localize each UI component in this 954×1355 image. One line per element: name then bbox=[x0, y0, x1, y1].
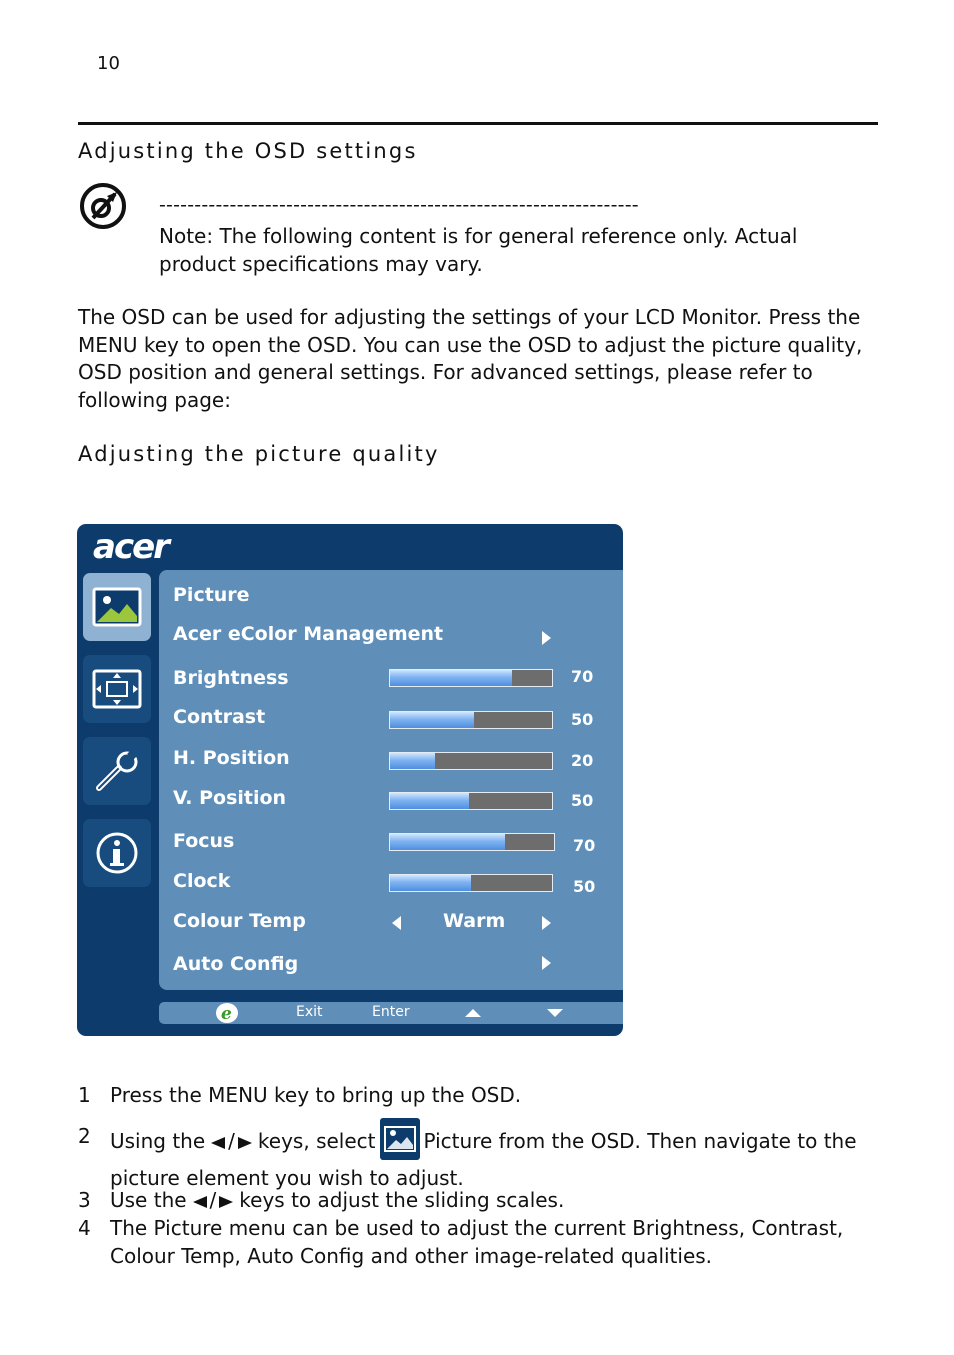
menu-item-h-position[interactable]: H. Position bbox=[173, 747, 290, 769]
step-text-after: Picture from the OSD. Then navigate to the picture element you wish to adjust. bbox=[110, 1129, 857, 1190]
slider-fill bbox=[390, 834, 505, 850]
intro-paragraph: The OSD can be used for adjusting the settings of your LCD Monitor. Press the MENU key to open the OSD. You can use the OSD to adjust the picture quality, OSD position and general settings. For advanced settings, please refer to following page: bbox=[78, 305, 863, 412]
menu-item-focus[interactable]: Focus bbox=[173, 830, 235, 852]
focus-value: 70 bbox=[573, 836, 596, 855]
note-divider: -------------------------------------------------------------------- bbox=[159, 194, 639, 216]
step-number: 3 bbox=[78, 1188, 91, 1212]
step-text-mid: keys, select bbox=[257, 1129, 376, 1153]
tab-position[interactable] bbox=[83, 655, 151, 723]
exit-label[interactable]: Exit bbox=[296, 1004, 323, 1020]
right-arrow-icon bbox=[219, 1196, 233, 1208]
slider-fill bbox=[390, 793, 469, 809]
down-arrow-icon[interactable] bbox=[547, 1009, 563, 1017]
menu-item-auto-config[interactable]: Auto Config bbox=[173, 953, 299, 975]
page-number: 10 bbox=[97, 53, 120, 74]
left-arrow-icon bbox=[211, 1137, 225, 1149]
brightness-value: 70 bbox=[571, 667, 594, 686]
step-3 bbox=[78, 1187, 878, 1215]
h-position-slider[interactable] bbox=[389, 752, 553, 770]
subsection-heading: Adjusting the picture quality bbox=[78, 442, 440, 466]
clock-slider[interactable] bbox=[389, 874, 553, 892]
tab-picture[interactable] bbox=[83, 573, 151, 641]
picture-settings-panel bbox=[159, 570, 623, 990]
up-arrow-icon[interactable] bbox=[465, 1009, 481, 1017]
tab-settings[interactable] bbox=[83, 737, 151, 805]
chevron-right-icon[interactable] bbox=[542, 916, 551, 930]
slash: / bbox=[228, 1129, 235, 1153]
menu-item-clock[interactable]: Clock bbox=[173, 870, 231, 892]
slash: / bbox=[209, 1188, 217, 1212]
tab-information[interactable] bbox=[83, 819, 151, 887]
heading-rule bbox=[78, 122, 878, 125]
menu-title: Picture bbox=[173, 584, 250, 606]
contrast-value: 50 bbox=[571, 710, 594, 729]
menu-item-brightness[interactable]: Brightness bbox=[173, 667, 289, 689]
menu-item-contrast[interactable]: Contrast bbox=[173, 706, 266, 728]
step-text-after: keys to adjust the sliding scales. bbox=[239, 1188, 565, 1212]
chevron-left-icon[interactable] bbox=[392, 916, 401, 930]
slider-fill bbox=[390, 753, 435, 769]
picture-icon bbox=[380, 1118, 420, 1160]
step-text: Press the MENU key to bring up the OSD. bbox=[110, 1083, 522, 1107]
picture-icon bbox=[91, 586, 143, 628]
enter-label[interactable]: Enter bbox=[372, 1004, 410, 1020]
step-number: 4 bbox=[78, 1216, 91, 1240]
colour-temp-value: Warm bbox=[443, 910, 506, 932]
v-position-slider[interactable] bbox=[389, 792, 553, 810]
chevron-right-icon bbox=[542, 956, 551, 970]
slider-fill bbox=[390, 712, 474, 728]
note-icon bbox=[79, 182, 127, 230]
h-position-value: 20 bbox=[571, 751, 594, 770]
contrast-slider[interactable] bbox=[389, 711, 553, 729]
chevron-right-icon bbox=[542, 631, 551, 645]
e-key-icon[interactable] bbox=[215, 1002, 239, 1024]
step-number: 1 bbox=[78, 1083, 91, 1107]
step-2 bbox=[78, 1123, 878, 1190]
position-icon bbox=[91, 668, 143, 710]
right-arrow-icon bbox=[238, 1137, 252, 1149]
clock-value: 50 bbox=[573, 877, 596, 896]
note-text: Note: The following content is for general reference only. Actual product specifications may vary. bbox=[159, 224, 798, 276]
slider-fill bbox=[390, 670, 512, 686]
slider-fill bbox=[390, 875, 471, 891]
step-text-before: Using the bbox=[110, 1129, 206, 1153]
svg-text:acer: acer bbox=[93, 530, 168, 564]
osd-menu bbox=[77, 524, 623, 1036]
step-text: The Picture menu can be used to adjust the current Brightness, Contrast, Colour Temp, Auto Config and other image-related qualities. bbox=[110, 1216, 844, 1268]
acer-logo bbox=[91, 530, 201, 564]
step-text-before: Use the bbox=[110, 1188, 187, 1212]
left-arrow-icon bbox=[193, 1196, 207, 1208]
brightness-slider[interactable] bbox=[389, 669, 553, 687]
focus-slider[interactable] bbox=[389, 833, 555, 851]
info-icon bbox=[94, 830, 140, 876]
menu-item-colour-temp[interactable]: Colour Temp bbox=[173, 910, 306, 932]
section-heading: Adjusting the OSD settings bbox=[78, 139, 418, 163]
menu-item-ecolor[interactable]: Acer eColor Management bbox=[173, 623, 444, 645]
menu-item-v-position[interactable]: V. Position bbox=[173, 787, 287, 809]
v-position-value: 50 bbox=[571, 791, 594, 810]
osd-footer bbox=[159, 1002, 623, 1024]
step-1 bbox=[78, 1082, 878, 1110]
step-number: 2 bbox=[78, 1124, 91, 1148]
step-4 bbox=[78, 1215, 878, 1271]
wrench-icon bbox=[91, 748, 143, 794]
svg-text:e: e bbox=[221, 1004, 232, 1024]
